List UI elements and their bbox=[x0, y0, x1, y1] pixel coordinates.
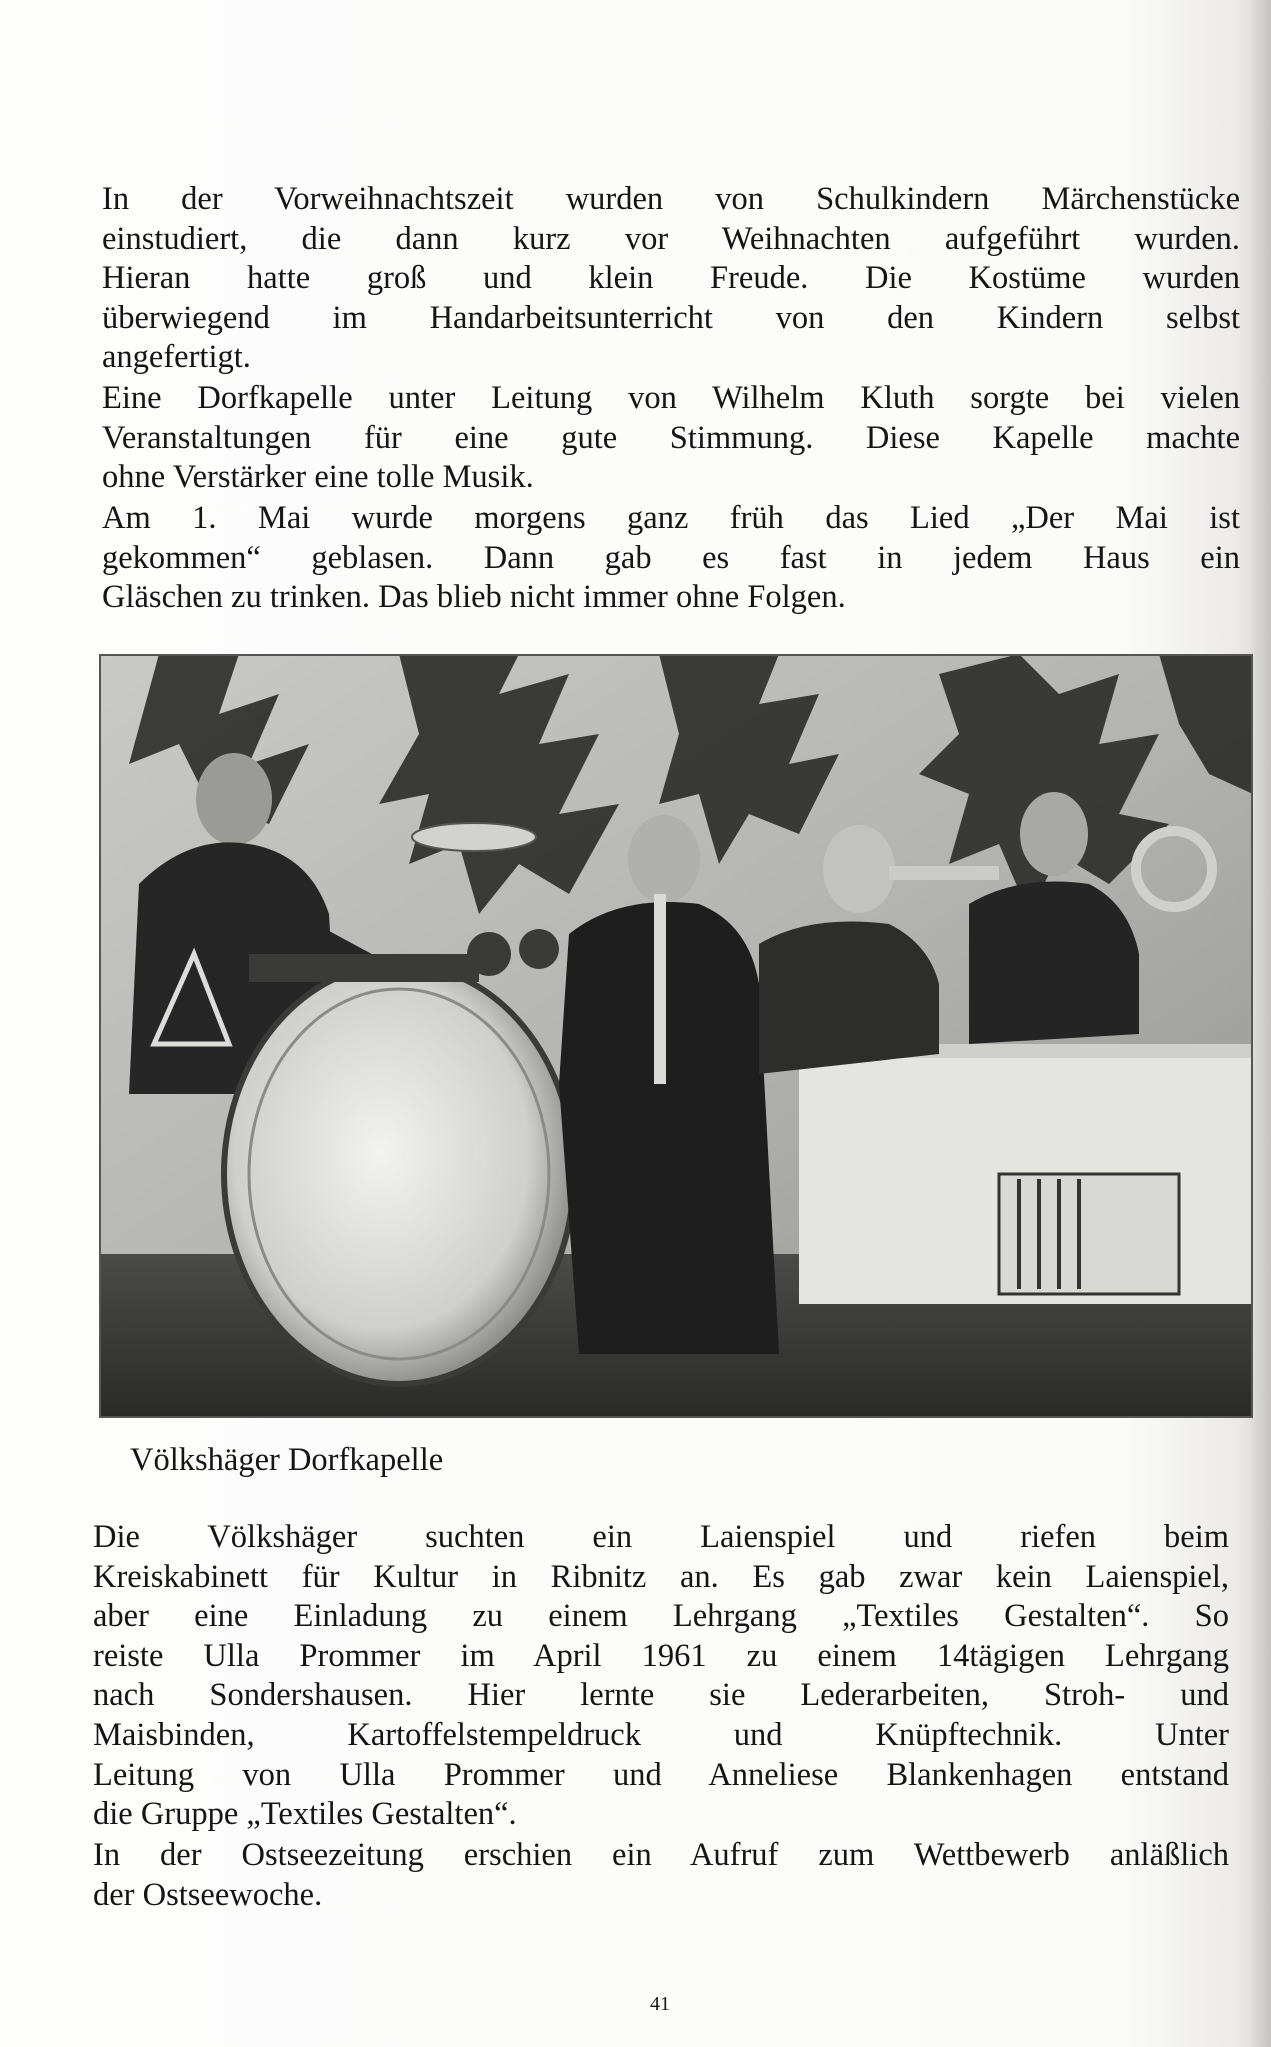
paragraph-ostseewoche bbox=[93, 1836, 1229, 1915]
text-line: Veranstaltungen für eine gute Stimmung. Diese Kapelle machte bbox=[102, 419, 1240, 456]
text-line: Kreiskabinett für Kultur in Ribnitz an. Es gab zwar kein Laienspiel, bbox=[93, 1558, 1229, 1595]
text-line: einstudiert, die dann kurz vor Weihnachten aufgeführt wurden. bbox=[102, 220, 1240, 257]
text-line: reiste Ulla Prommer im April 1961 zu einem 14tägigen Lehrgang bbox=[93, 1637, 1229, 1674]
text-line: angefertigt. bbox=[102, 339, 251, 376]
text-line: Maisbinden, Kartoffelstempeldruck und Knüpftechnik. Unter bbox=[93, 1716, 1229, 1753]
text-line: Eine Dorfkapelle unter Leitung von Wilhelm Kluth sorgte bei vielen bbox=[102, 380, 1240, 416]
text-line: In der Ostseezeitung erschien ein Aufruf zum Wettbewerb anläßlich bbox=[93, 1837, 1229, 1873]
photo-caption: Völkshäger Dorfkapelle bbox=[130, 1442, 444, 1478]
photo-cymbal bbox=[412, 823, 536, 851]
text-line: Hieran hatte groß und klein Freude. Die Kostüme wurden bbox=[102, 260, 1240, 297]
paragraph-may-day bbox=[102, 499, 1240, 618]
paragraph-village-band bbox=[102, 379, 1240, 498]
page-number: 41 bbox=[650, 1993, 670, 2015]
photo-woodblock bbox=[467, 932, 511, 976]
text-line: die Gruppe „Textiles Gestalten“. bbox=[93, 1796, 517, 1833]
photo-accordion bbox=[999, 1174, 1179, 1294]
text-line: nach Sondershausen. Hier lernte sie Lederarbeiten, Stroh- und bbox=[93, 1677, 1229, 1714]
text-line: In der Vorweihnachtszeit wurden von Schulkindern Märchenstücke bbox=[102, 181, 1240, 217]
band-photograph bbox=[99, 654, 1253, 1418]
text-line: überwiegend im Handarbeitsunterricht von den Kindern selbst bbox=[102, 299, 1240, 336]
text-line: Die Völkshäger suchten ein Laienspiel und riefen beim bbox=[93, 1519, 1229, 1555]
text-line: aber eine Einladung zu einem Lehrgang „Textiles Gestalten“. So bbox=[93, 1598, 1229, 1635]
band-photo-illustration bbox=[99, 654, 1253, 1418]
text-line: ohne Verstärker eine tolle Musik. bbox=[102, 459, 534, 496]
photo-woodblock bbox=[519, 929, 559, 969]
text-line: Leitung von Ulla Prommer und Anneliese Blankenhagen entstand bbox=[93, 1756, 1229, 1793]
text-line: Gläschen zu trinken. Das blieb nicht immer ohne Folgen. bbox=[102, 579, 846, 616]
text-line: der Ostseewoche. bbox=[93, 1876, 323, 1913]
paragraph-textile-group bbox=[93, 1518, 1229, 1835]
paragraph-christmas-plays bbox=[102, 180, 1240, 378]
text-line: Am 1. Mai wurde morgens ganz früh das Lied „Der Mai ist bbox=[102, 500, 1240, 536]
text-line: gekommen“ geblasen. Dann gab es fast in jedem Haus ein bbox=[102, 539, 1240, 576]
